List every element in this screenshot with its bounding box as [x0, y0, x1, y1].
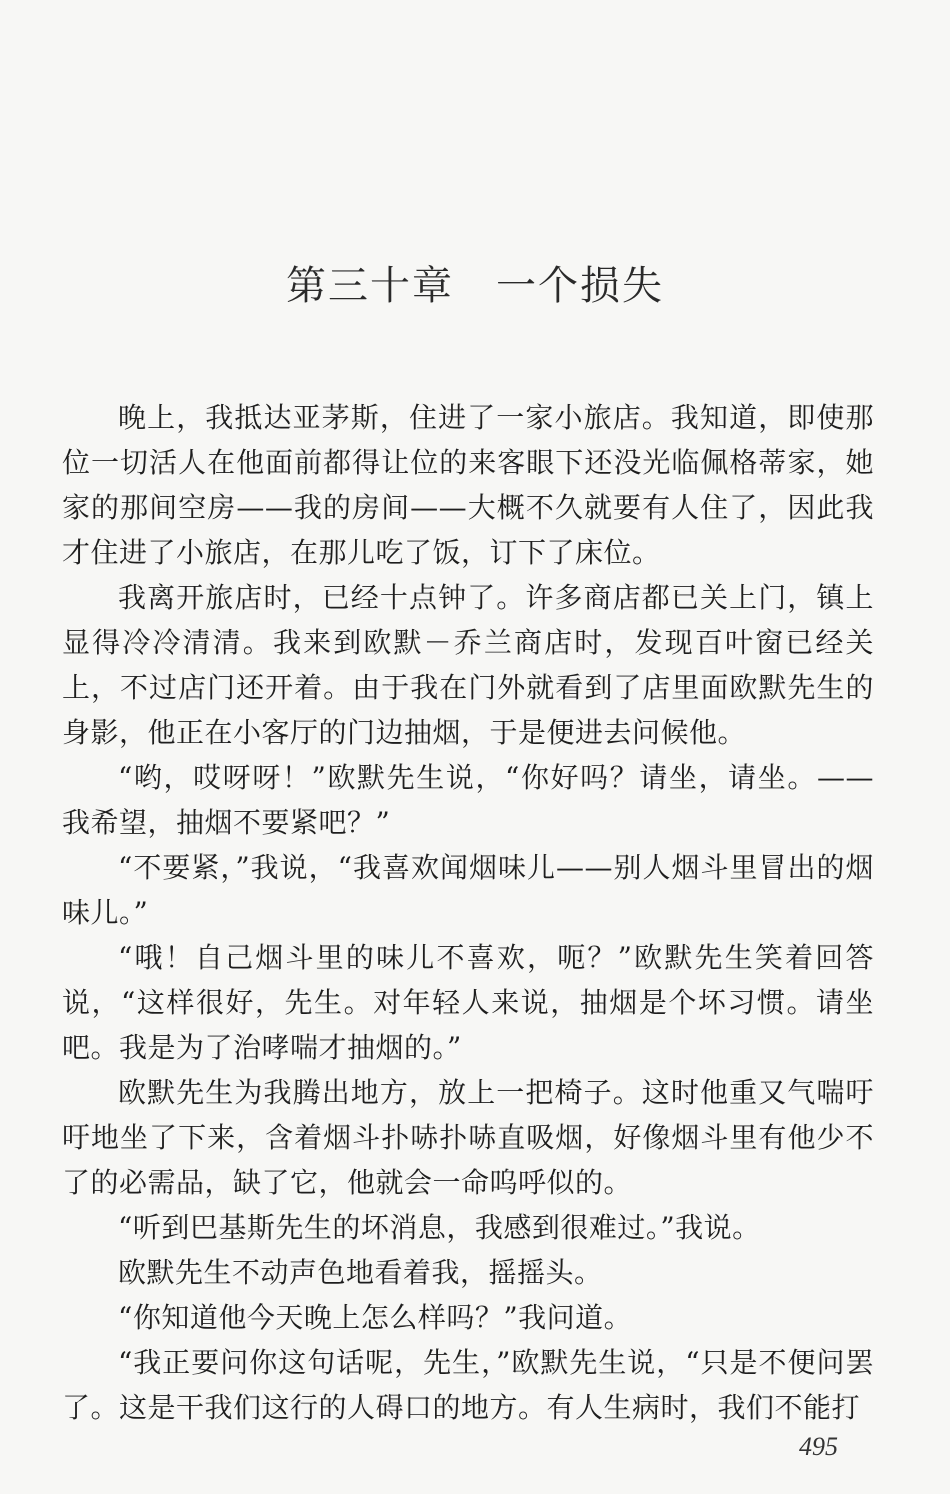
- paragraph: “哟，哎呀呀！”欧默先生说，“你好吗？请坐，请坐。——我希望，抽烟不要紧吧？”: [62, 761, 874, 839]
- paragraph: “你知道他今天晚上怎么样吗？”我问道。: [118, 1301, 633, 1334]
- paragraph: “哦！自己烟斗里的味儿不喜欢，呃？”欧默先生笑着回答说，“这样很好，先生。对年轻人来说，抽烟是个坏习惯。请坐吧。我是为了治哮喘才抽烟的。”: [62, 941, 874, 1064]
- paragraph: 欧默先生为我腾出地方，放上一把椅子。这时他重又气喘吁吁地坐了下来，含着烟斗扑哧扑哧直吸烟，好像烟斗里有他少不了的必需品，缺了它，他就会一命呜呼似的。: [62, 1076, 874, 1199]
- paragraph: “我正要问你这句话呢，先生，”欧默先生说，“只是不便问罢了。这是干我们这行的人碍口的地方。有人生病时，我们不能打: [62, 1346, 874, 1424]
- paragraph: “不要紧，”我说，“我喜欢闻烟味儿——别人烟斗里冒出的烟味儿。”: [62, 851, 874, 929]
- page-number: 495: [799, 1432, 838, 1461]
- chapter-title: 第三十章 一个损失: [286, 263, 664, 309]
- paragraph: 欧默先生不动声色地看着我，摇摇头。: [118, 1256, 603, 1289]
- paragraph: “听到巴基斯先生的坏消息，我感到很难过。”我说。: [118, 1211, 761, 1244]
- paragraph: 晚上，我抵达亚茅斯，住进了一家小旅店。我知道，即使那位一切活人在他面前都得让位的来客眼下还没光临佩格蒂家，她家的那间空房——我的房间——大概不久就要有人住了，因此我才住进了小旅店，在那儿吃了饭，订下了床位。: [62, 401, 874, 569]
- paragraph: 我离开旅店时，已经十点钟了。许多商店都已关上门，镇上显得冷冷清清。我来到欧默－乔兰商店时，发现百叶窗已经关上，不过店门还开着。由于我在门外就看到了店里面欧默先生的身影，他正在小客厅的门边抽烟，于是便进去问候他。: [62, 581, 874, 749]
- body-text: [62, 395, 874, 1430]
